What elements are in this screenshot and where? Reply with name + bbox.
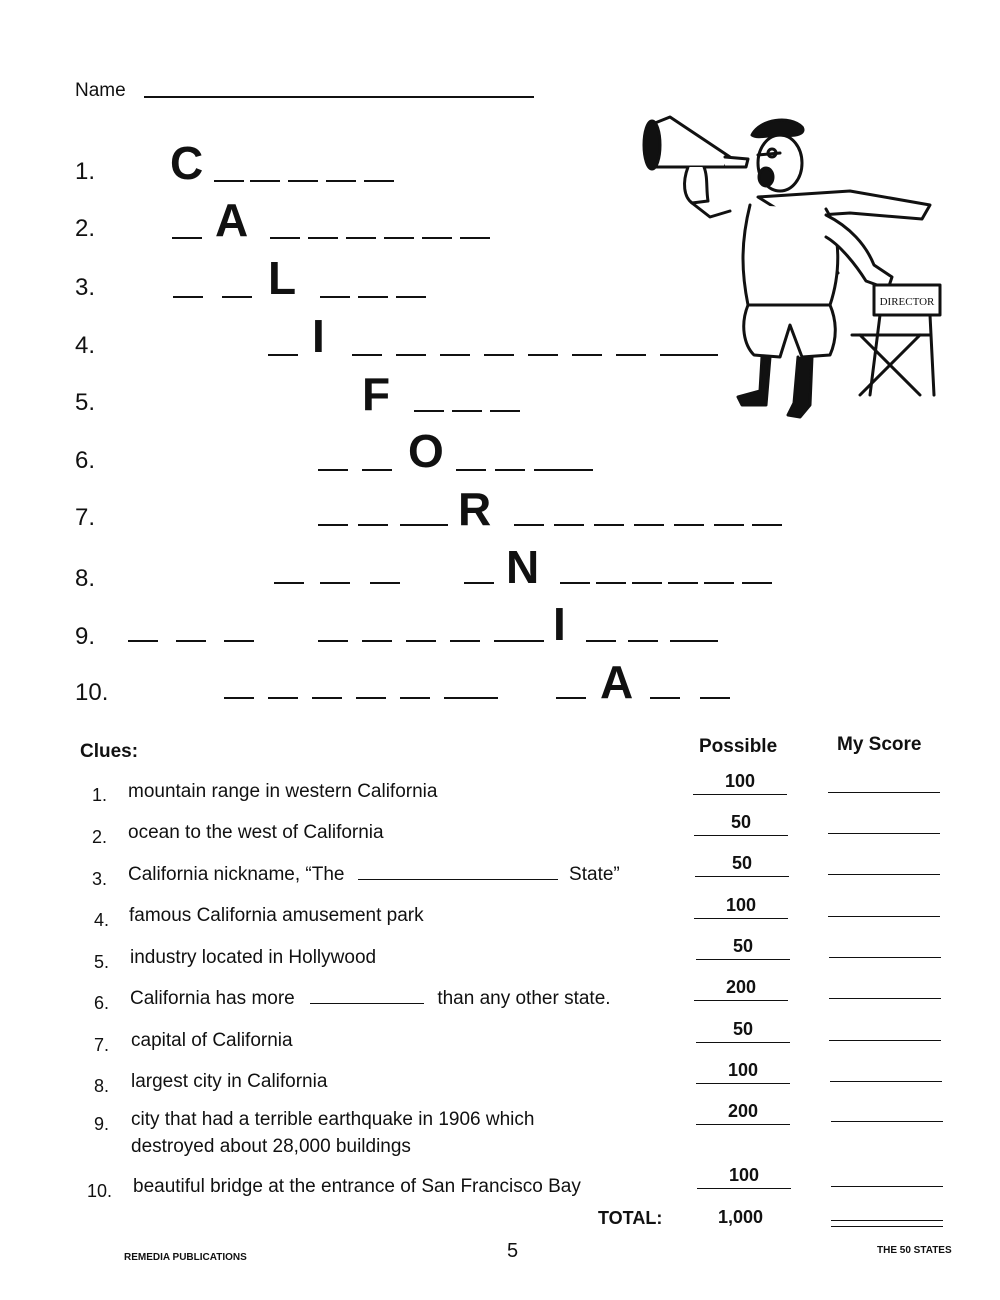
clue-number: 2. bbox=[92, 827, 108, 847]
puzzle-number: 1. bbox=[75, 158, 96, 185]
letter-blank[interactable] bbox=[318, 469, 348, 471]
letter-blank[interactable] bbox=[400, 697, 430, 699]
clue-points: 50 bbox=[694, 812, 788, 836]
puzzle-number: 5. bbox=[75, 389, 96, 416]
letter-blank[interactable] bbox=[460, 237, 490, 239]
letter-blank[interactable] bbox=[700, 697, 730, 699]
letter-blank[interactable] bbox=[650, 697, 680, 699]
letter-blank[interactable] bbox=[528, 354, 558, 356]
letter-blank[interactable] bbox=[752, 524, 782, 526]
letter-blank[interactable] bbox=[370, 582, 400, 584]
puzzle-number: 4. bbox=[75, 332, 96, 359]
letter-blank[interactable] bbox=[214, 180, 244, 182]
letter-blank[interactable] bbox=[464, 582, 494, 584]
clue-text: capital of California bbox=[131, 1030, 293, 1051]
clue-points: 50 bbox=[696, 1019, 790, 1043]
score-field[interactable] bbox=[831, 1186, 943, 1187]
letter-blank[interactable] bbox=[742, 582, 772, 584]
letter-blank[interactable] bbox=[362, 640, 392, 642]
letter-blank[interactable] bbox=[556, 697, 586, 699]
puzzle-letter-a: A bbox=[600, 656, 634, 708]
letter-blank[interactable] bbox=[632, 582, 662, 584]
score-field[interactable] bbox=[830, 1081, 942, 1082]
letter-blank[interactable] bbox=[176, 640, 206, 642]
letter-blank[interactable] bbox=[318, 640, 348, 642]
name-label: Name bbox=[75, 80, 126, 101]
clue-points: 100 bbox=[694, 895, 788, 919]
letter-blank[interactable] bbox=[250, 180, 280, 182]
letter-blank[interactable] bbox=[418, 524, 448, 526]
letter-blank[interactable] bbox=[224, 697, 254, 699]
clue-number: 6. bbox=[94, 993, 110, 1013]
letter-blank[interactable] bbox=[714, 524, 744, 526]
letter-blank[interactable] bbox=[554, 524, 584, 526]
score-field[interactable] bbox=[828, 916, 940, 917]
letter-blank[interactable] bbox=[704, 582, 734, 584]
clue-number: 5. bbox=[94, 952, 110, 972]
clue-points: 200 bbox=[694, 977, 788, 1001]
total-value: 1,000 bbox=[718, 1207, 764, 1227]
footer-page-number: 5 bbox=[507, 1240, 519, 1262]
letter-blank[interactable] bbox=[514, 524, 544, 526]
letter-blank[interactable] bbox=[484, 354, 514, 356]
clue-number: 8. bbox=[94, 1076, 110, 1096]
letter-blank[interactable] bbox=[440, 354, 470, 356]
puzzle-letter-o: O bbox=[408, 425, 444, 477]
clue-points: 50 bbox=[695, 853, 789, 877]
name-field[interactable] bbox=[144, 96, 534, 98]
total-score-double-line bbox=[831, 1226, 943, 1227]
letter-blank[interactable] bbox=[406, 640, 436, 642]
clue-text-start: California has more bbox=[130, 988, 295, 1009]
score-heading: My Score bbox=[837, 734, 922, 755]
clue-text: mountain range in western California bbox=[128, 781, 438, 802]
clue-points: 100 bbox=[697, 1165, 791, 1189]
clue-number: 10. bbox=[87, 1181, 113, 1201]
letter-blank[interactable] bbox=[490, 410, 520, 412]
clue-number: 9. bbox=[94, 1114, 110, 1134]
clue-text-end: State” bbox=[569, 864, 620, 885]
score-field[interactable] bbox=[829, 957, 941, 958]
letter-blank[interactable] bbox=[563, 469, 593, 471]
letter-blank[interactable] bbox=[596, 582, 626, 584]
letter-blank[interactable] bbox=[270, 237, 300, 239]
clue-text-end: than any other state. bbox=[437, 988, 611, 1009]
puzzle-letter-f: F bbox=[362, 368, 391, 420]
letter-blank[interactable] bbox=[534, 469, 564, 471]
clue-text-start: California nickname, “The bbox=[128, 864, 345, 885]
letter-blank[interactable] bbox=[320, 582, 350, 584]
letter-blank[interactable] bbox=[452, 410, 482, 412]
letter-blank[interactable] bbox=[456, 469, 486, 471]
clue-number: 7. bbox=[94, 1035, 110, 1055]
clue-text bbox=[130, 988, 611, 1010]
letter-blank[interactable] bbox=[346, 237, 376, 239]
letter-blank[interactable] bbox=[268, 354, 298, 356]
clue-text: largest city in California bbox=[131, 1071, 328, 1092]
clue-points: 50 bbox=[696, 936, 790, 960]
clue-inline-blank bbox=[358, 879, 558, 880]
clue-points: 100 bbox=[693, 771, 787, 795]
puzzle-letter-i: I bbox=[553, 598, 566, 650]
clue-text: beautiful bridge at the entrance of San Francisco Bay bbox=[133, 1176, 581, 1197]
score-field[interactable] bbox=[828, 833, 940, 834]
clue-text: city that had a terrible earthquake in 1906 which bbox=[131, 1109, 535, 1130]
letter-blank[interactable] bbox=[356, 697, 386, 699]
puzzle-number: 6. bbox=[75, 447, 96, 474]
letter-blank[interactable] bbox=[396, 296, 426, 298]
puzzle-letter-i: I bbox=[312, 310, 325, 362]
letter-blank[interactable] bbox=[514, 640, 544, 642]
footer-publisher: REMEDIA PUBLICATIONS bbox=[124, 1252, 247, 1263]
letter-blank[interactable] bbox=[422, 237, 452, 239]
director-illustration bbox=[630, 105, 950, 425]
clue-text: industry located in Hollywood bbox=[130, 947, 377, 968]
letter-blank[interactable] bbox=[594, 524, 624, 526]
score-field[interactable] bbox=[829, 998, 941, 999]
clue-number: 1. bbox=[92, 785, 108, 805]
letter-blank[interactable] bbox=[308, 237, 338, 239]
director-chair-label: DIRECTOR bbox=[879, 296, 935, 308]
footer-series: THE 50 STATES bbox=[877, 1245, 952, 1256]
letter-blank[interactable] bbox=[320, 296, 350, 298]
score-field[interactable] bbox=[829, 1040, 941, 1041]
puzzle-letter-l: L bbox=[268, 252, 297, 304]
letter-blank[interactable] bbox=[468, 697, 498, 699]
letter-blank[interactable] bbox=[274, 582, 304, 584]
letter-blank[interactable] bbox=[362, 469, 392, 471]
puzzle-number: 3. bbox=[75, 274, 96, 301]
puzzle-letter-a: A bbox=[215, 194, 249, 246]
letter-blank[interactable] bbox=[586, 640, 616, 642]
letter-blank[interactable] bbox=[318, 524, 348, 526]
score-field[interactable] bbox=[828, 874, 940, 875]
letter-blank[interactable] bbox=[288, 180, 318, 182]
clue-text bbox=[128, 864, 620, 886]
letter-blank[interactable] bbox=[688, 640, 718, 642]
letter-blank[interactable] bbox=[628, 640, 658, 642]
letter-blank[interactable] bbox=[384, 237, 414, 239]
puzzle-letter-c: C bbox=[170, 137, 204, 189]
letter-blank[interactable] bbox=[674, 524, 704, 526]
letter-blank[interactable] bbox=[560, 582, 590, 584]
letter-blank[interactable] bbox=[312, 697, 342, 699]
clue-number: 4. bbox=[94, 910, 110, 930]
letter-blank[interactable] bbox=[358, 524, 388, 526]
letter-blank[interactable] bbox=[450, 640, 480, 642]
clue-text: destroyed about 28,000 buildings bbox=[131, 1136, 411, 1157]
letter-blank[interactable] bbox=[326, 180, 356, 182]
clue-inline-blank bbox=[310, 1003, 424, 1004]
score-field[interactable] bbox=[831, 1121, 943, 1122]
total-label: TOTAL: bbox=[598, 1208, 663, 1228]
puzzle-number: 7. bbox=[75, 504, 96, 531]
clue-number: 3. bbox=[92, 869, 108, 889]
clue-points: 200 bbox=[696, 1101, 790, 1125]
letter-blank[interactable] bbox=[222, 296, 252, 298]
score-field[interactable] bbox=[828, 792, 940, 793]
letter-blank[interactable] bbox=[396, 354, 426, 356]
clue-points: 100 bbox=[696, 1060, 790, 1084]
letter-blank[interactable] bbox=[352, 354, 382, 356]
puzzle-number: 2. bbox=[75, 215, 96, 242]
puzzle-letter-n: N bbox=[506, 541, 540, 593]
letter-blank[interactable] bbox=[172, 237, 202, 239]
puzzle-number: 8. bbox=[75, 565, 96, 592]
letter-blank[interactable] bbox=[572, 354, 602, 356]
letter-blank[interactable] bbox=[128, 640, 158, 642]
letter-blank[interactable] bbox=[668, 582, 698, 584]
letter-blank[interactable] bbox=[414, 410, 444, 412]
puzzle-number: 9. bbox=[75, 623, 96, 650]
letter-blank[interactable] bbox=[634, 524, 664, 526]
puzzle-letter-r: R bbox=[458, 483, 492, 535]
clues-heading: Clues: bbox=[80, 741, 139, 762]
letter-blank[interactable] bbox=[224, 640, 254, 642]
clue-text: ocean to the west of California bbox=[128, 822, 384, 843]
total-score-field[interactable] bbox=[831, 1220, 943, 1221]
letter-blank[interactable] bbox=[268, 697, 298, 699]
letter-blank[interactable] bbox=[173, 296, 203, 298]
clue-text: famous California amusement park bbox=[129, 905, 424, 926]
letter-blank[interactable] bbox=[358, 296, 388, 298]
possible-heading: Possible bbox=[699, 736, 778, 757]
puzzle-number: 10. bbox=[75, 679, 109, 706]
letter-blank[interactable] bbox=[495, 469, 525, 471]
letter-blank[interactable] bbox=[364, 180, 394, 182]
